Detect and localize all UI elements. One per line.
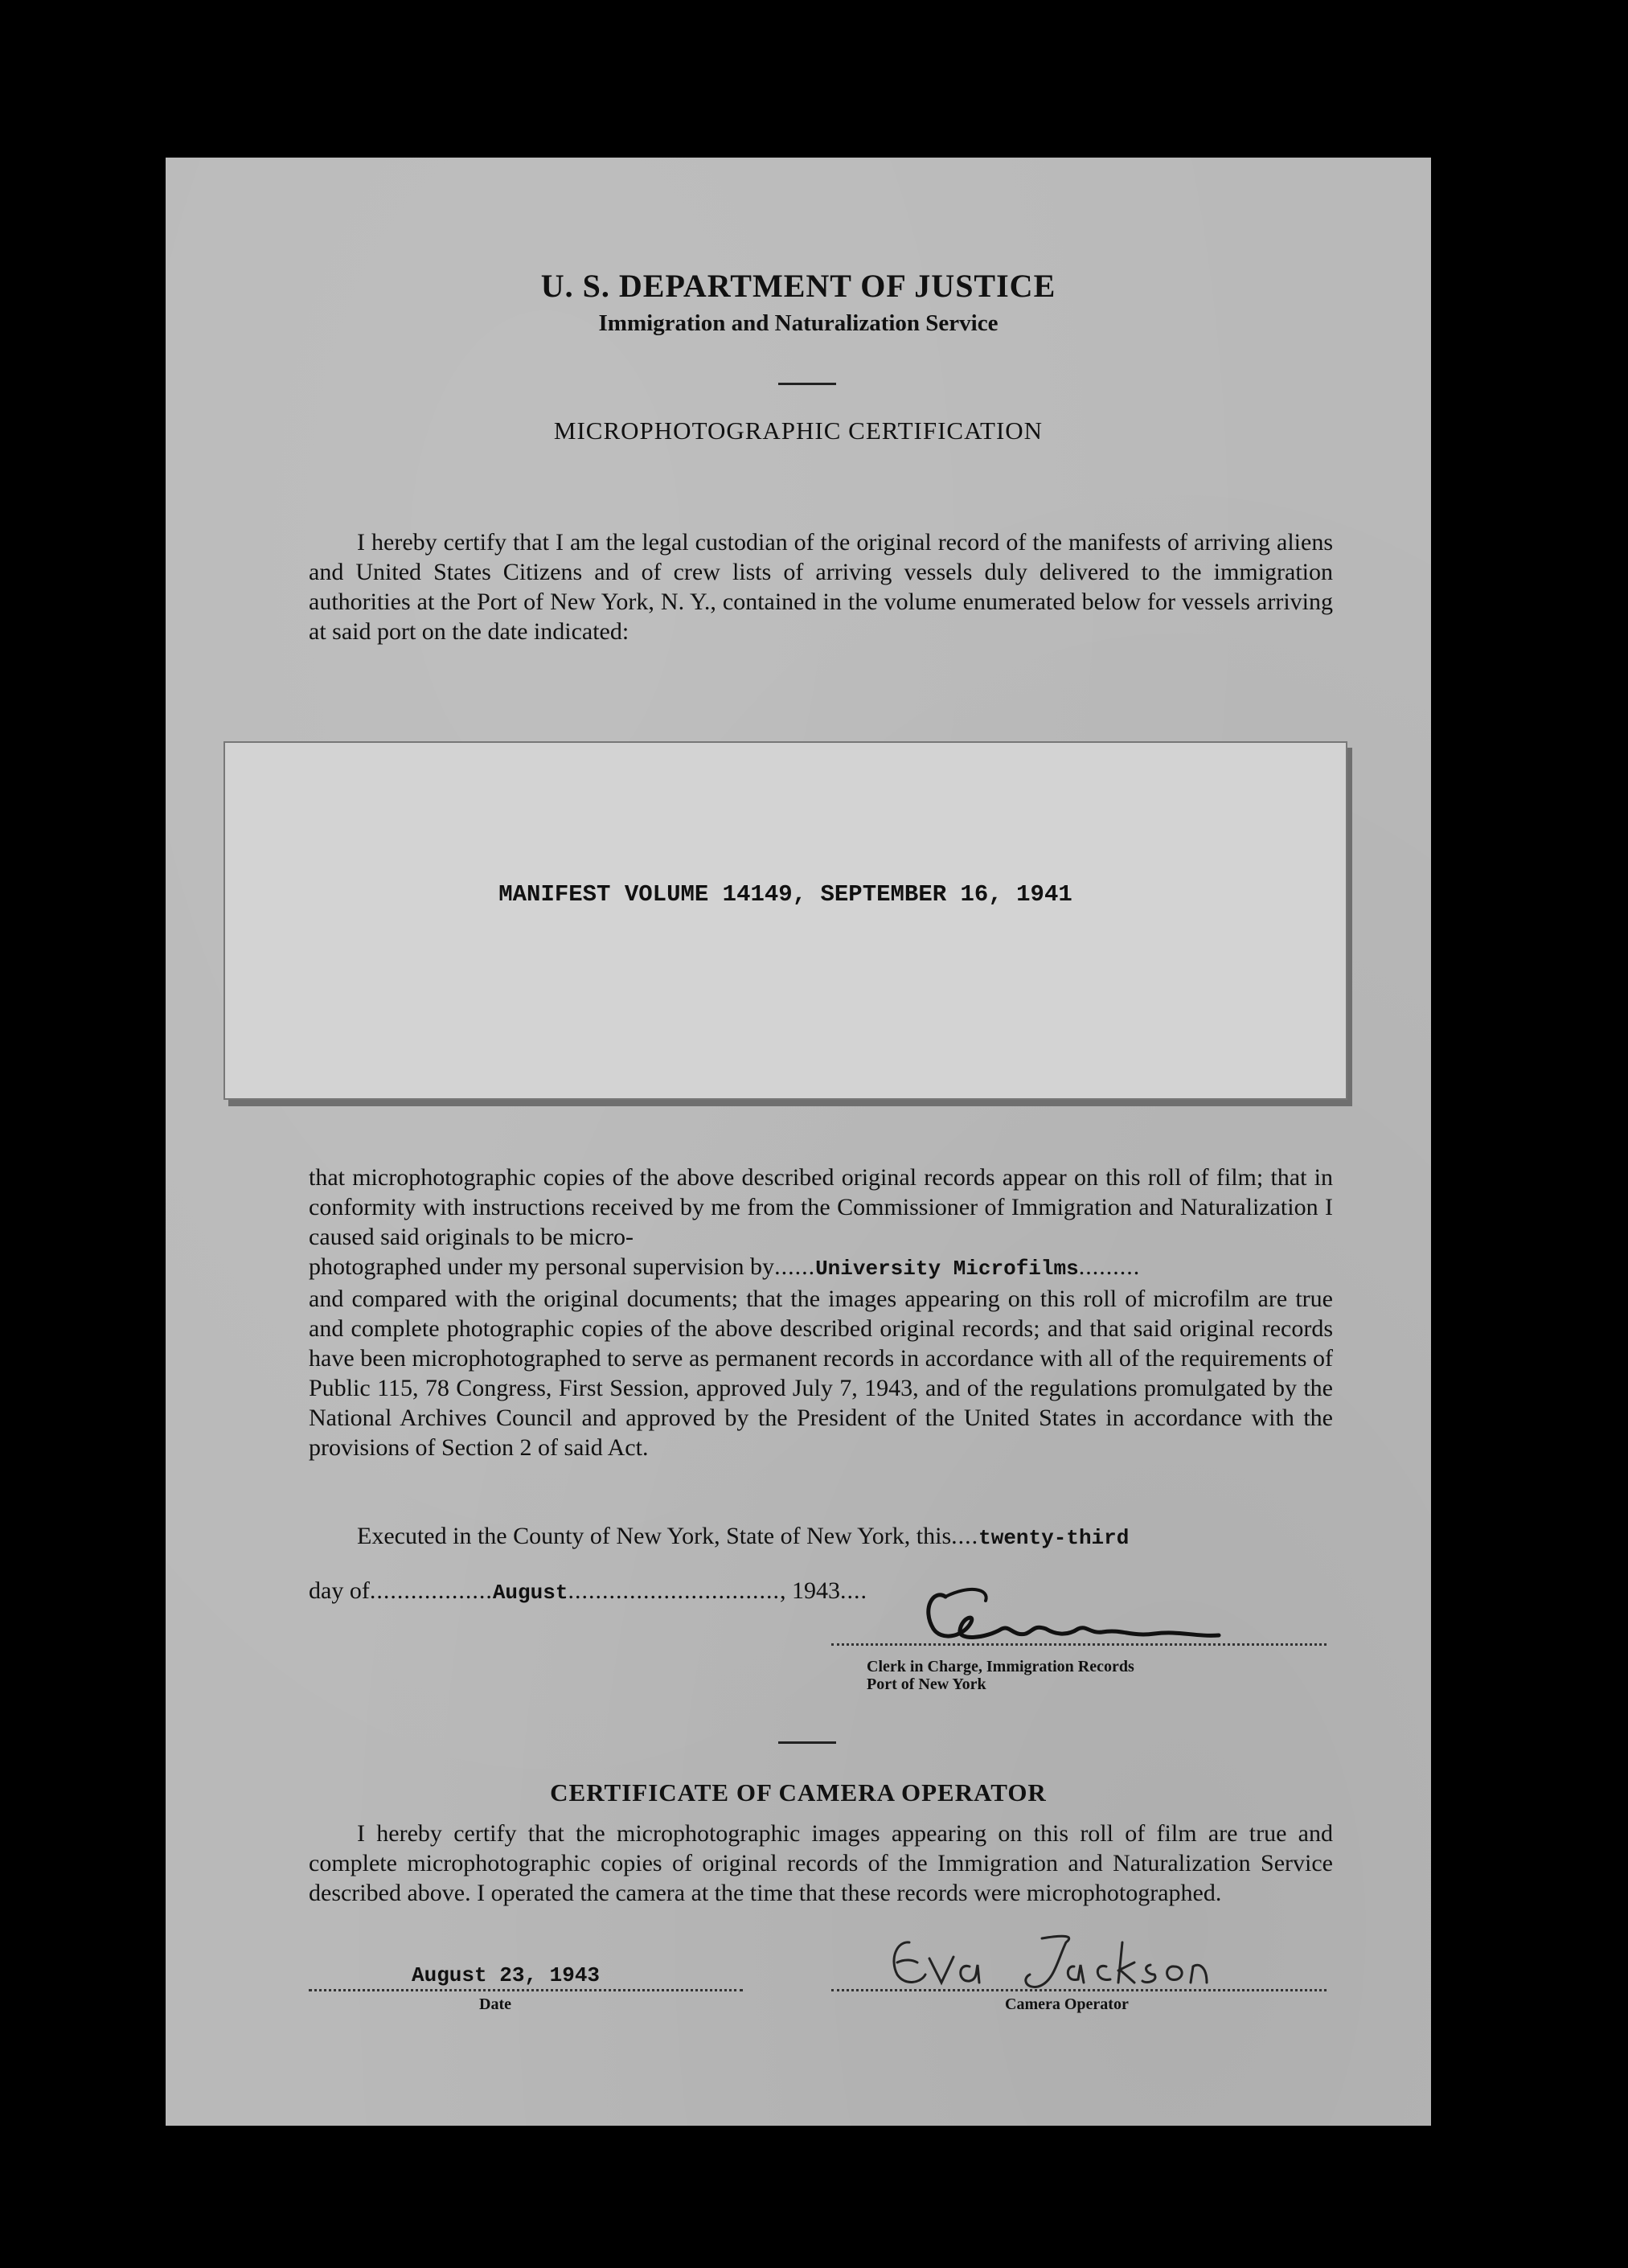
camera-operator-label: Camera Operator: [1005, 1995, 1129, 2013]
copies-statement-part3: and compared with the original documents; that the images appearing on this roll of microfilm are true and complete photographic copies of the above described original records; and that said original records have been microphotographed to serve as permanent records in accordance with all of the requirements of Public 115, 78 Congress, First Session, approved July 7, 1943, and of the regulations promulgated by the National Archives Council and approved by the President of the United States in accordance with the provisions of Section 2 of said Act.: [309, 1286, 1333, 1461]
department-heading: U. S. DEPARTMENT OF JUSTICE: [540, 268, 1056, 304]
supervisor-value: University Microfilms: [815, 1257, 1079, 1281]
service-subheading: Immigration and Naturalization Service: [598, 310, 999, 336]
copies-statement-part1: that microphotographic copies of the above described original records appear on this roll of film; that in conformity with instructions received by me from the Commissioner of Immigration and Naturalization I caused said originals to be micro-: [309, 1164, 1333, 1250]
day-of-line: day of..................August..............................., 1943....: [309, 1577, 867, 1605]
execution-year: , 1943: [779, 1577, 840, 1604]
certificate-page: [166, 158, 1431, 2126]
camera-operator-line: [831, 1989, 1327, 1991]
certification-title: MICROPHOTOGRAPHIC CERTIFICATION: [553, 416, 1044, 445]
manifest-volume-text: MANIFEST VOLUME 14149, SEPTEMBER 16, 1941: [498, 881, 1072, 908]
divider: [778, 383, 836, 385]
clerk-signature: [913, 1581, 1235, 1653]
camera-certificate-title: CERTIFICATE OF CAMERA OPERATOR: [550, 1778, 1047, 1807]
camera-operator-signature: [873, 1926, 1243, 1999]
custodian-statement: I hereby certify that I am the legal custodian of the original record of the manifests of arriving aliens and United States Citizens and of crew lists of arriving vessels duly delivered to the immigration authorities at the Port of New York, N. Y., contained in the volume enumerated below for vessels arriving at said port on the date indicated:: [309, 529, 1333, 645]
manifest-slip: [223, 741, 1347, 1100]
date-label: Date: [479, 1995, 511, 2013]
certificate-date-value: August 23, 1943: [412, 1963, 601, 1987]
clerk-port: Port of New York: [867, 1675, 986, 1693]
supervision-line: photographed under my personal supervision by......University Microfilms.........: [309, 1253, 1141, 1281]
execution-line: Executed in the County of New York, State of New York, this....twenty-third: [357, 1523, 1130, 1550]
execution-day-value: twenty-third: [978, 1526, 1130, 1550]
copies-statement: [309, 1163, 1333, 1462]
day-of-label: day of: [309, 1577, 370, 1604]
divider: [778, 1741, 836, 1744]
clerk-signature-line: [831, 1643, 1327, 1646]
execution-prefix: Executed in the County of New York, State of New York, this: [357, 1523, 952, 1549]
execution-month-value: August: [492, 1581, 568, 1605]
camera-certificate-statement: I hereby certify that the microphotographic images appearing on this roll of film are true and complete microphotographic copies of original records of the Immigration and Naturalization Service described above. I operated the camera at the time that these records were microphotographed.: [309, 1820, 1333, 1906]
clerk-title: Clerk in Charge, Immigration Records: [867, 1658, 1134, 1675]
supervision-prefix: photographed under my personal supervision by: [309, 1253, 775, 1280]
date-line: [309, 1989, 743, 1991]
